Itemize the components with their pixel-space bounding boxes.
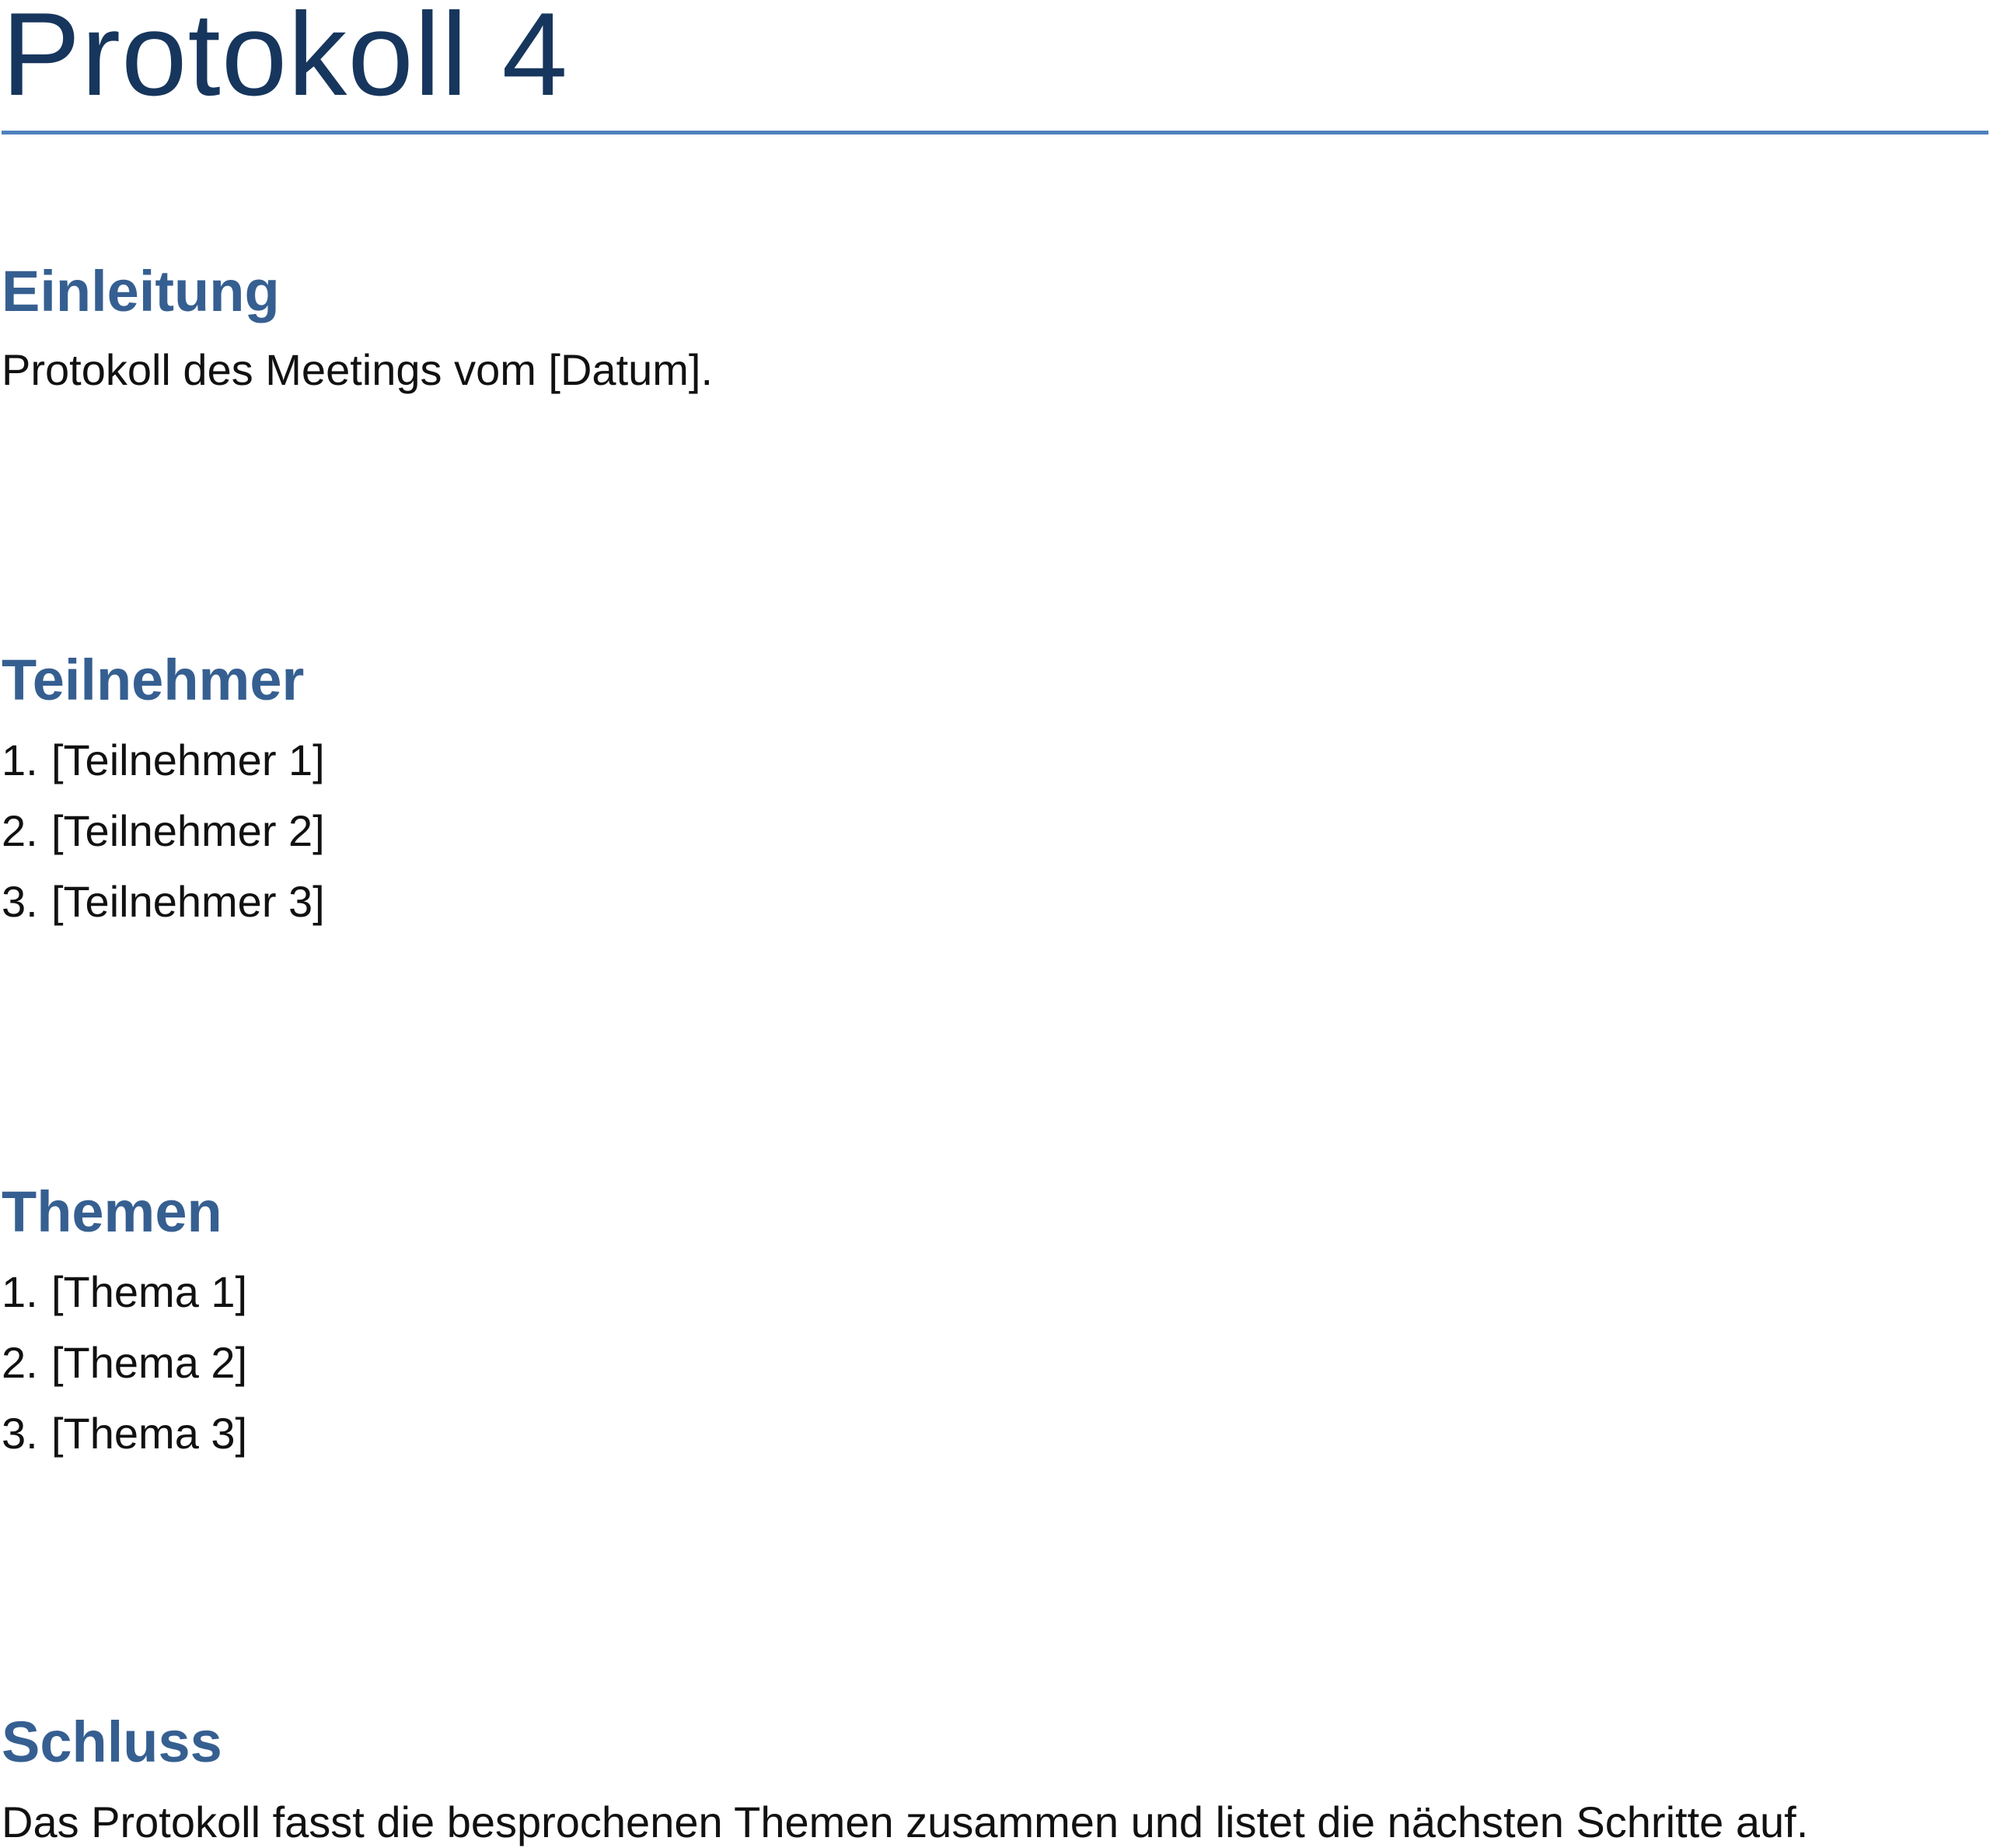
title-divider [2, 131, 1988, 134]
list-item-number: 1. [2, 735, 38, 784]
list-item-label: [Thema 1] [51, 1267, 248, 1316]
list-item [2, 725, 325, 795]
list-item [2, 1327, 247, 1398]
list-item [2, 866, 325, 937]
list-item-label: [Thema 3] [51, 1409, 248, 1458]
participants-list [2, 725, 325, 937]
list-item-label: [Teilnehmer 1] [51, 735, 325, 784]
list-item-number: 2. [2, 806, 38, 855]
list-item-number: 3. [2, 1409, 38, 1458]
intro-paragraph: Protokoll des Meetings vom [Datum]. [2, 345, 714, 394]
topics-list [2, 1256, 247, 1469]
document-title: Protokoll 4 [2, 0, 569, 121]
list-item [2, 1398, 247, 1469]
list-item-number: 3. [2, 877, 38, 926]
list-item-number: 1. [2, 1267, 38, 1316]
list-item-label: [Thema 2] [51, 1338, 248, 1387]
list-item [2, 1256, 247, 1327]
list-item-label: [Teilnehmer 3] [51, 877, 325, 926]
section-heading-teilnehmer: Teilnehmer [2, 648, 305, 712]
list-item-number: 2. [2, 1338, 38, 1387]
list-item-label: [Teilnehmer 2] [51, 806, 325, 855]
section-heading-themen: Themen [2, 1179, 222, 1244]
conclusion-paragraph: Das Protokoll fasst die besprochenen Themen zusammen und listet die nächsten Schritte auf. [2, 1797, 1809, 1846]
list-item [2, 795, 325, 866]
section-heading-einleitung: Einleitung [2, 259, 280, 323]
section-heading-schluss: Schluss [2, 1710, 222, 1774]
